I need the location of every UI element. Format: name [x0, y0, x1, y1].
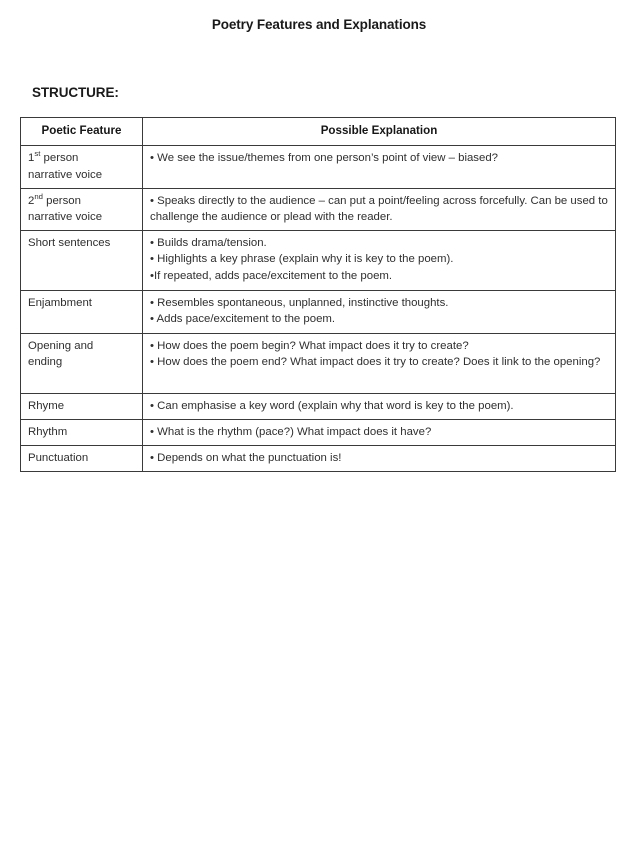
feature-cell — [21, 333, 143, 393]
feature-label-line-2: narrative voice — [28, 211, 103, 224]
feature-label-line-1: Enjambment — [28, 297, 92, 310]
explanation-bullet: • How does the poem end? What impact does it try to create? Does it link to the opening? — [150, 355, 601, 368]
ordinal-suffix: st — [34, 149, 41, 159]
explanation-cell — [143, 419, 616, 445]
feature-label-line-2: narrative voice — [28, 168, 103, 181]
table-row — [21, 231, 616, 291]
table-row — [21, 333, 616, 393]
feature-label-line-1 — [28, 150, 135, 166]
explanation-bullet: • Can emphasise a key word (explain why that word is key to the poem). — [150, 399, 514, 412]
feature-label-line-2: ending — [28, 355, 63, 368]
feature-label-line-1: Short sentences — [28, 237, 111, 250]
column-header-poetic-feature: Poetic Feature — [21, 118, 143, 146]
explanation-bullet: • What is the rhythm (pace?) What impact does it have? — [150, 425, 432, 438]
explanation-cell — [143, 445, 616, 471]
feature-label-line-1: Opening and — [28, 339, 94, 352]
ordinal-number: 2 — [28, 194, 35, 207]
feature-cell — [21, 188, 143, 230]
ordinal-number: 1 — [28, 152, 35, 165]
explanation-cell — [143, 231, 616, 291]
feature-cell — [21, 393, 143, 419]
feature-cell — [21, 291, 143, 333]
column-header-possible-explanation: Possible Explanation — [143, 118, 616, 146]
feature-label-line-1: Punctuation — [28, 451, 89, 464]
feature-cell — [21, 445, 143, 471]
feature-label-rest: person — [40, 152, 79, 165]
explanation-cell — [143, 188, 616, 230]
explanation-bullet: • We see the issue/themes from one person’s point of view – biased? — [150, 152, 499, 165]
explanation-bullet: • How does the poem begin? What impact does it try to create? — [150, 339, 469, 352]
table-row — [21, 393, 616, 419]
explanation-bullet: • Speaks directly to the audience – can put a point/feeling across forcefully. Can be used to challenge the audience or plead with the reader. — [150, 194, 608, 224]
explanation-bullet: • Resembles spontaneous, unplanned, instinctive thoughts. — [150, 297, 449, 310]
explanation-bullet: • Depends on what the punctuation is! — [150, 451, 342, 464]
feature-cell — [21, 419, 143, 445]
feature-cell — [21, 146, 143, 188]
explanation-cell — [143, 333, 616, 393]
feature-label-line-1 — [28, 193, 135, 209]
table-container — [0, 100, 638, 472]
table-row — [21, 445, 616, 471]
table-row — [21, 146, 616, 188]
table-row — [21, 291, 616, 333]
feature-cell — [21, 231, 143, 291]
explanation-bullet: • Builds drama/tension. — [150, 237, 267, 250]
table-header-row — [21, 118, 616, 146]
table-header — [21, 118, 616, 146]
section-heading-structure: STRUCTURE: — [32, 85, 119, 100]
explanation-bullet: •If repeated, adds pace/excitement to the poem. — [150, 269, 393, 282]
poetry-features-table — [20, 117, 616, 472]
explanation-cell — [143, 146, 616, 188]
ordinal-suffix: nd — [34, 192, 43, 202]
feature-label-line-1: Rhyme — [28, 399, 65, 412]
table-body — [21, 146, 616, 472]
feature-label-rest: person — [42, 194, 81, 207]
explanation-bullet: • Highlights a key phrase (explain why it is key to the poem). — [150, 253, 454, 266]
explanation-cell — [143, 393, 616, 419]
explanation-bullet: • Adds pace/excitement to the poem. — [150, 313, 336, 326]
page-title: Poetry Features and Explanations — [211, 17, 427, 32]
table-row — [21, 419, 616, 445]
explanation-cell — [143, 291, 616, 333]
feature-label-line-1: Rhythm — [28, 425, 68, 438]
table-row — [21, 188, 616, 230]
